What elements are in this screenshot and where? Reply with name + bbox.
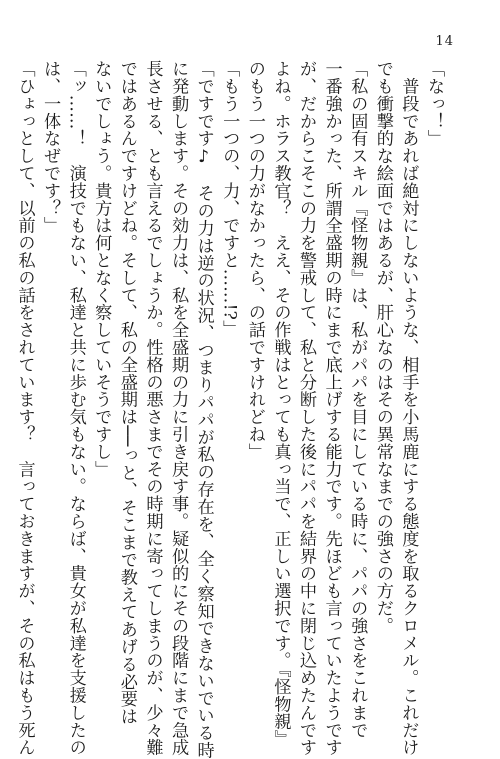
text-line: ではあるんですけどね。そして、私の全盛期は──っと、そこまで教えてあげる必要は [116,60,137,725]
text-line: でも衝撃的な絵面ではあるが、肝心なのはその異常なまでの強さの方だ。 [372,60,393,635]
text-line: 「ですです♪ その力は逆の状況、つまりパパが私の存在を、全く察知できないでいる時 [193,60,214,759]
text-line: のもう一つの力がなかったら、の話ですけれどね」 [244,60,265,461]
text-line: 長させる、とも言えるでしょうか。性格の悪さまでその時期に寄ってしまうのが、少々難 [142,60,163,756]
text-line: 「私の固有スキル『怪物親』は、私がパパを目にしている時に、パパの強さをこれまで [347,60,368,739]
text-line: ないでしょう。貴方は何となく察していそうですし」 [91,60,112,478]
text-line: 普段であれば絶対にしないような、相手を小馬鹿にする態度を取るクロメル。これだけ [398,60,419,756]
text-line: よね。ホラス教官？ ええ、その作戦はとっても真っ当で、正しい選択です。『怪物親』 [270,60,291,748]
text-line: 「もう一つの、力、ですと……!?」 [219,60,240,338]
text-line: 「なっ！」 [424,60,444,147]
novel-text-column [14,60,446,759]
text-line: に発動します。その効力は、私を全盛期の力に引き戻す事。疑似的にその段階にまで急成 [168,60,189,756]
page-number: 14 [435,34,454,49]
text-line: 一番強かった、所謂全盛期の時にまで底上げする能力です。先ほども言っていたようです [321,60,342,756]
text-line: 「ひょっとして、以前の私の話をされています？ 言っておきますが、その私はもう死ん [14,60,35,756]
text-line: が、だからこそこの力を警戒して、私と分断した後にパパを結界の中に閉じ込めたんです [296,60,317,756]
text-line: 「ッ……！ 演技でもない、私達と共に歩む気もない。ならば、貴女が私達を支援したの [65,60,86,756]
text-line: は、一体なぜです？」 [40,60,61,234]
